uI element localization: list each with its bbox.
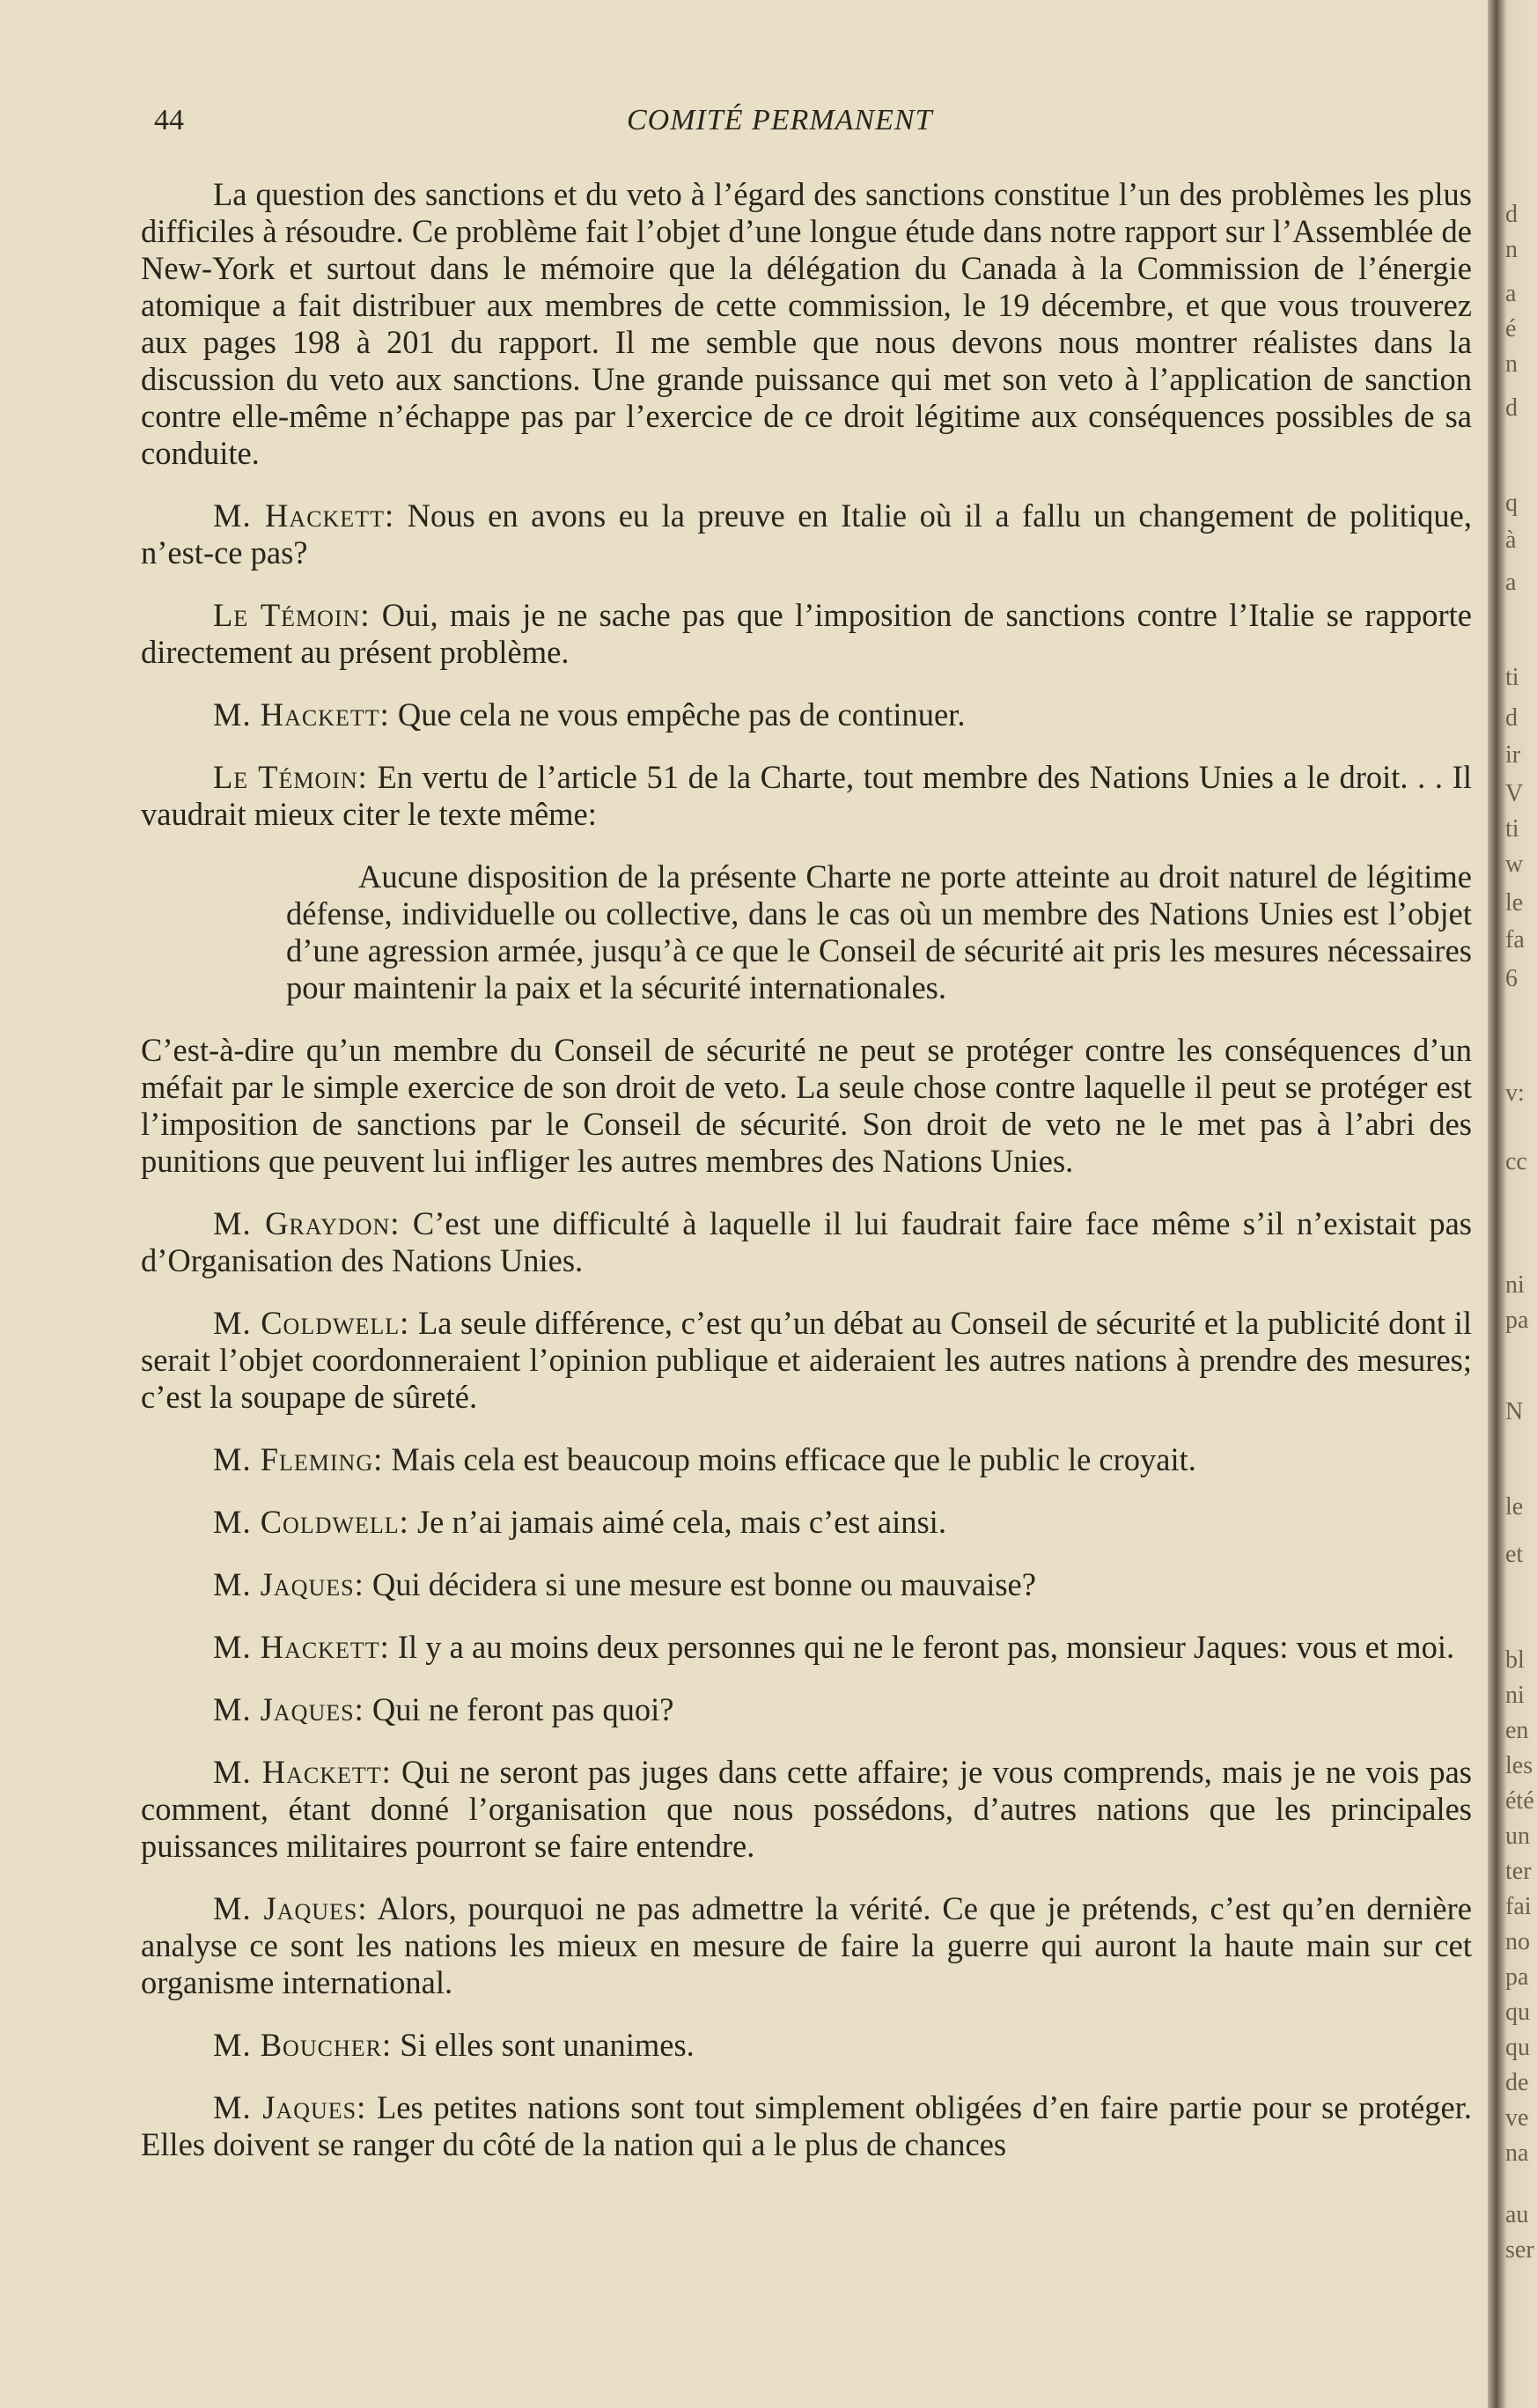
speech-text: Nous en avons eu la preuve en Italie où il a fallu un changement de politique, n’est-ce pas? bbox=[141, 497, 1472, 571]
adjacent-page-fragment: q bbox=[1505, 490, 1518, 517]
paragraph bbox=[141, 1691, 1472, 1728]
adjacent-page-fragment: w bbox=[1505, 851, 1524, 878]
paragraph bbox=[141, 2027, 1472, 2064]
adjacent-page-fragment: au bbox=[1505, 2201, 1529, 2228]
paragraph bbox=[141, 1205, 1472, 1279]
paragraph bbox=[141, 1566, 1472, 1603]
speech-text: Qui ne seront pas juges dans cette affaire; je vous comprends, mais je ne vois pas comment, étant donné l’organisation que nous possédons, d’autres nations que les principales puissances militaires pourront se faire entendre. bbox=[141, 1754, 1472, 1864]
adjacent-page-fragment: de bbox=[1505, 2069, 1529, 2096]
adjacent-page-fragment: a bbox=[1505, 280, 1517, 307]
speaker-name: M. Jaques: bbox=[213, 1890, 368, 1926]
adjacent-page-fragment: ti bbox=[1505, 815, 1519, 843]
paragraph bbox=[141, 597, 1472, 671]
adjacent-page-fragment: fai bbox=[1505, 1893, 1532, 1920]
paragraph bbox=[141, 1754, 1472, 1865]
adjacent-page-fragment: pa bbox=[1505, 1307, 1529, 1334]
adjacent-page-fragment: fa bbox=[1505, 926, 1525, 954]
speech-text: Mais cela est beaucoup moins efficace que le public le croyait. bbox=[391, 1441, 1196, 1477]
paragraph bbox=[141, 1629, 1472, 1666]
paragraph bbox=[141, 759, 1472, 833]
paragraph bbox=[141, 1890, 1472, 2001]
paragraph bbox=[141, 2089, 1472, 2163]
adjacent-page-fragment: le bbox=[1505, 1493, 1524, 1521]
adjacent-page-fragment: d bbox=[1505, 201, 1518, 228]
speech-text: Il y a au moins deux personnes qui ne le feront pas, monsieur Jaques: vous et moi. bbox=[397, 1629, 1455, 1665]
running-head: COMITÉ PERMANENT bbox=[627, 104, 933, 136]
speech-text: C’est une difficulté à laquelle il lui faudrait faire face même s’il n’existait pas d’Organisation des Nations Unies. bbox=[141, 1205, 1472, 1278]
adjacent-page-fragment: les bbox=[1505, 1752, 1533, 1779]
speaker-name: Le Témoin: bbox=[213, 759, 368, 795]
adjacent-page-fragment: N bbox=[1505, 1398, 1524, 1425]
adjacent-page-fragment: n bbox=[1505, 236, 1518, 263]
speech-text: Si elles sont unanimes. bbox=[400, 2027, 695, 2063]
adjacent-page-fragment: a bbox=[1505, 569, 1517, 596]
adjacent-page-fragment: ter bbox=[1505, 1858, 1532, 1885]
speech-text: Je n’ai jamais aimé cela, mais c’est ainsi. bbox=[416, 1504, 946, 1540]
adjacent-page-fragment: qu bbox=[1505, 2034, 1530, 2061]
speaker-name: M. Boucher: bbox=[213, 2027, 393, 2063]
adjacent-page-fragment: et bbox=[1505, 1541, 1524, 1568]
speaker-name: M. Coldwell: bbox=[213, 1305, 410, 1341]
speaker-name: M. Fleming: bbox=[213, 1441, 384, 1477]
speech-text: Oui, mais je ne sache pas que l’imposition de sanctions contre l’Italie se rapporte directement au présent problème. bbox=[141, 597, 1473, 670]
adjacent-page-fragment: d bbox=[1505, 394, 1518, 422]
adjacent-page-fragment: v: bbox=[1505, 1079, 1525, 1107]
adjacent-page-fragment: bl bbox=[1505, 1646, 1525, 1674]
adjacent-page-fragment: un bbox=[1505, 1823, 1530, 1850]
speech-text: La seule différence, c’est qu’un débat au Conseil de sécurité et la publicité dont il serait l’objet coordonneraient l’opinion publique et aideraient les autres nations à prendre des mesures; c’est la soupape de sûreté. bbox=[141, 1305, 1473, 1415]
speaker-name: M. Jaques: bbox=[213, 1691, 364, 1727]
paragraph bbox=[141, 696, 1472, 733]
speaker-name: M. Hackett: bbox=[213, 1629, 390, 1665]
paragraph bbox=[141, 1441, 1472, 1478]
adjacent-page-fragment: V bbox=[1505, 780, 1524, 807]
paragraph bbox=[141, 1504, 1472, 1541]
adjacent-page-fragment: é bbox=[1505, 315, 1517, 342]
speech-text: Alors, pourquoi ne pas admettre la vérité. Ce que je prétends, c’est qu’en dernière analyse ce sont les nations les mieux en mesure de faire la guerre qui auront la haute main sur cet organisme international. bbox=[141, 1890, 1472, 2000]
adjacent-page-fragment: 6 bbox=[1505, 965, 1518, 992]
paragraph: C’est-à-dire qu’un membre du Conseil de sécurité ne peut se protéger contre les conséquences d’un méfait par le simple exercice de son droit de veto. La seule chose contre laquelle il peut se protéger est l’imposition de sanctions par le Conseil de sécurité. Son droit de veto ne le met pas à l’abri des punitions que peuvent lui infliger les autres membres des Nations Unies. bbox=[141, 1032, 1472, 1179]
adjacent-page-fragment: ir bbox=[1505, 741, 1521, 769]
page-number: 44 bbox=[154, 104, 184, 136]
paragraph bbox=[141, 497, 1472, 571]
speaker-name: M. Hackett: bbox=[213, 497, 395, 534]
adjacent-page-fragment: ni bbox=[1505, 1682, 1525, 1709]
speaker-name: M. Coldwell: bbox=[213, 1504, 409, 1540]
speech-text: Qui décidera si une mesure est bonne ou mauvaise? bbox=[371, 1566, 1036, 1602]
adjacent-page-fragment: cc bbox=[1505, 1148, 1527, 1175]
adjacent-page-fragment: en bbox=[1505, 1717, 1529, 1744]
speaker-name: M. Graydon: bbox=[213, 1205, 401, 1241]
adjacent-page-fragment: no bbox=[1505, 1928, 1530, 1955]
speech-text: En vertu de l’article 51 de la Charte, tout membre des Nations Unies a le droit. . . Il vaudrait mieux citer le texte même: bbox=[141, 759, 1472, 832]
speaker-name: M. Hackett: bbox=[213, 696, 390, 733]
adjacent-page-fragment: d bbox=[1505, 704, 1518, 732]
speaker-name: M. Hackett: bbox=[213, 1754, 392, 1790]
speaker-name: M. Jaques: bbox=[213, 2089, 367, 2125]
adjacent-page-fragment: ser bbox=[1505, 2236, 1534, 2264]
adjacent-page-fragment: à bbox=[1505, 527, 1517, 554]
quote-text: Aucune disposition de la présente Charte ne porte atteinte au droit naturel de légitime défense, individuelle ou collective, dans le cas où un membre des Nations Unies est l’objet d’une agression armée, jusqu’à ce que le Conseil de sécurité ait pris les mesures nécessaires pour maintenir la paix et la sécurité internationales. bbox=[286, 858, 1472, 1005]
speech-text: Que cela ne vous empêche pas de continuer. bbox=[397, 696, 966, 733]
adjacent-page-fragment: ve bbox=[1505, 2104, 1529, 2132]
paragraph: La question des sanctions et du veto à l’égard des sanctions constitue l’un des problèmes les plus difficiles à résoudre. Ce problème fait l’objet d’une longue étude dans notre rapport sur l’Assemblée de New-York et surtout dans le mémoire que la délégation du Canada à la Commission de l’énergie atomique a fait distribuer aux membres de cette commission, le 19 décembre, et que vous trouverez aux pages 198 à 201 du rapport. Il me semble que nous devons nous montrer réalistes dans la discussion du veto aux sanctions. Une grande puissance qui met son veto à l’application de sanction contre elle-même n’échappe pas par l’exercice de ce droit légitime aux conséquences possibles de sa conduite. bbox=[141, 176, 1472, 471]
adjacent-page-fragment: n bbox=[1505, 350, 1518, 378]
speech-text: Les petites nations sont tout simplement obligées d’en faire partie pour se protéger. Elles doivent se ranger du côté de la nation qui a le plus de chances bbox=[141, 2089, 1472, 2162]
adjacent-page-fragment: ti bbox=[1505, 664, 1519, 691]
adjacent-page-fragment: ni bbox=[1505, 1271, 1525, 1299]
adjacent-page-fragment: le bbox=[1505, 889, 1524, 917]
body-text bbox=[141, 176, 1472, 2189]
adjacent-page-fragment: été bbox=[1505, 1787, 1534, 1815]
paragraph bbox=[141, 1305, 1472, 1416]
adjacent-page-fragment: pa bbox=[1505, 1963, 1529, 1991]
speaker-name: Le Témoin: bbox=[213, 597, 371, 633]
adjacent-page-fragment: na bbox=[1505, 2139, 1529, 2167]
speaker-name: M. Jaques: bbox=[213, 1566, 364, 1602]
block-quote bbox=[141, 858, 1472, 1006]
adjacent-page-fragment: qu bbox=[1505, 1999, 1530, 2026]
speech-text: Qui ne feront pas quoi? bbox=[371, 1691, 674, 1727]
